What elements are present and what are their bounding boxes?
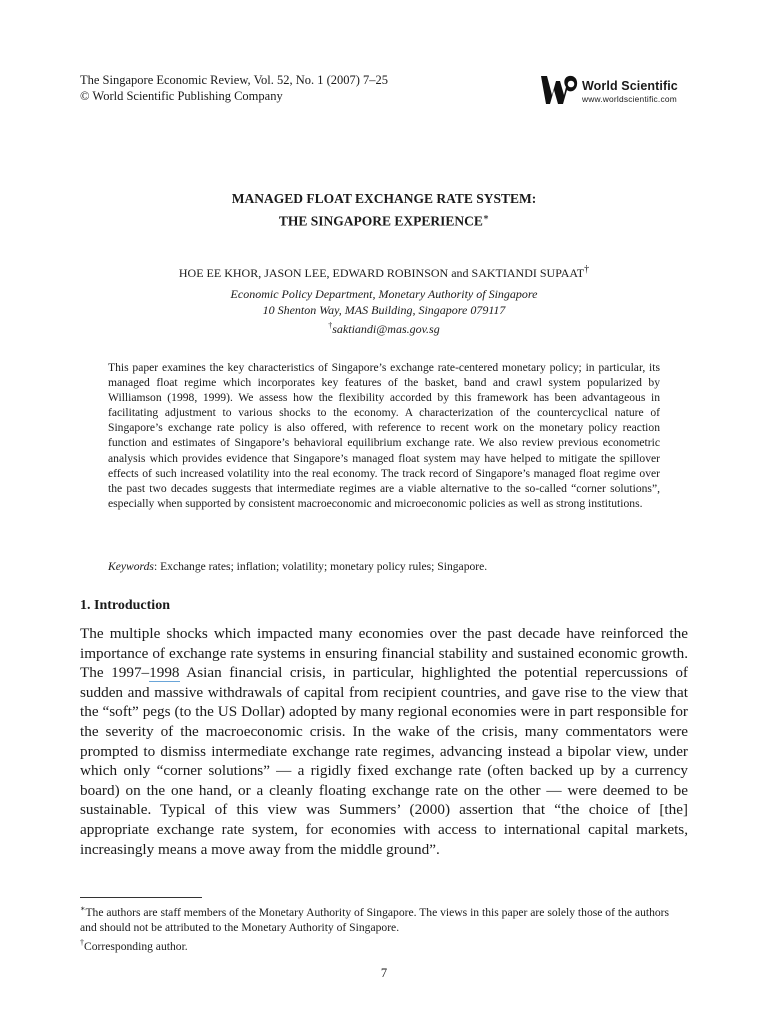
keywords-list: : Exchange rates; inflation; volatility; monetary policy rules; Singapore.: [153, 560, 488, 573]
publisher-url: www.worldscientific.com: [582, 94, 677, 104]
keywords-label: Keywords: [108, 560, 154, 573]
affiliation-address: 10 Shenton Way, MAS Building, Singapore 079117: [262, 303, 506, 317]
footnote-2-marker: †: [80, 938, 84, 948]
publisher-name: World Scientific: [582, 79, 678, 93]
author-footnote-marker: †: [584, 264, 590, 275]
title-line-2: [80, 208, 688, 231]
affiliation: [80, 286, 688, 337]
introduction-paragraph: [80, 624, 688, 859]
affiliation-department: Economic Policy Department, Monetary Authority of Singapore: [230, 287, 538, 301]
world-scientific-logo-icon: [540, 73, 580, 107]
footnote-2: [80, 935, 688, 954]
intro-text-part-2: Asian financial crisis, in particular, highlighted the potential repercussions of sudden and massive withdrawals of capital from recipient countries, and gave rise to the view that the “soft” pegs (to the US Dollar) adopted by many regional economies were in part responsible for the severity of the macroeconomic crisis. In the wake of the crisis, many commentators were prompted to dismiss intermediate exchange rate regimes, advancing instead a bipolar view, under which only “corner solutions” — a rigidly fixed exchange rate (often backed up by a currency board) on the one hand, or a cleanly floating exchange rate on the other — were deemed to be sustainable. Typical of this view was Summers’ (2000) assertion that “the choice of [the] appropriate exchange rate system, for economies with access to international capital markets, increasingly means a move away from the middle ground”.: [80, 664, 688, 858]
publisher-logo: [540, 73, 700, 107]
journal-line: The Singapore Economic Review, Vol. 52, No. 1 (2007) 7–25: [80, 73, 389, 87]
year-citation-link[interactable]: 1998: [149, 664, 180, 682]
journal-citation: [80, 72, 388, 104]
title-footnote-marker: ∗: [482, 212, 490, 222]
email-footnote-marker: †: [328, 321, 333, 330]
paper-title: [80, 190, 688, 231]
footnotes: [80, 901, 688, 955]
intro-text-part-1: The multiple shocks which impacted many economies over the past decade have reinforced the importance of exchange rate systems in ensuring financial stability and sustained economic growth. The 1997–: [80, 625, 688, 682]
author-list: [80, 262, 688, 281]
keywords: [108, 559, 660, 574]
footnote-2-text: Corresponding author.: [84, 940, 188, 954]
copyright-line: © World Scientific Publishing Company: [80, 89, 283, 103]
page-number: 7: [380, 966, 388, 980]
section-heading-introduction: 1. Introduction: [80, 598, 170, 613]
title-line-1: MANAGED FLOAT EXCHANGE RATE SYSTEM:: [231, 191, 537, 206]
affiliation-email-line: [80, 318, 688, 337]
footnote-divider: [80, 897, 202, 898]
title-line-2-text: THE SINGAPORE EXPERIENCE: [278, 213, 483, 229]
footnote-1-marker: ∗: [80, 904, 86, 913]
corresponding-email: saktiandi@mas.gov.sg: [332, 322, 440, 336]
footnote-1: [80, 901, 688, 935]
footnote-1-text: The authors are staff members of the Monetary Authority of Singapore. The views in this paper are solely those of the authors and should not be attributed to the Monetary Authority of Singapore.: [80, 905, 670, 935]
author-names: HOE EE KHOR, JASON LEE, EDWARD ROBINSON and SAKTIANDI SUPAAT: [178, 266, 585, 280]
abstract: This paper examines the key characteristics of Singapore’s exchange rate-centered monetary policy; in particular, its managed float regime which incorporates key features of the basket, band and crawl system popularized by Williamson (1998, 1999). We assess how the flexibility accorded by this framework has been advantageous in facilitating adjustment to various shocks to the economy. A characterization of the countercyclical nature of Singapore’s exchange rate policy is also offered, with reference to recent work on the monetary policy reaction function and estimates of Singapore’s behavioral equilibrium exchange rate. We also review previous econometric analysis which provides evidence that Singapore’s managed float system may have helped to mitigate the spillover effects of such increased volatility into the real economy. The track record of Singapore’s managed float regime over the past two decades suggests that intermediate regimes are a viable alternative to the so-called “corner solutions”, especially when supported by consistent macroeconomic and microeconomic policies as well as strong institutions.: [108, 361, 660, 510]
